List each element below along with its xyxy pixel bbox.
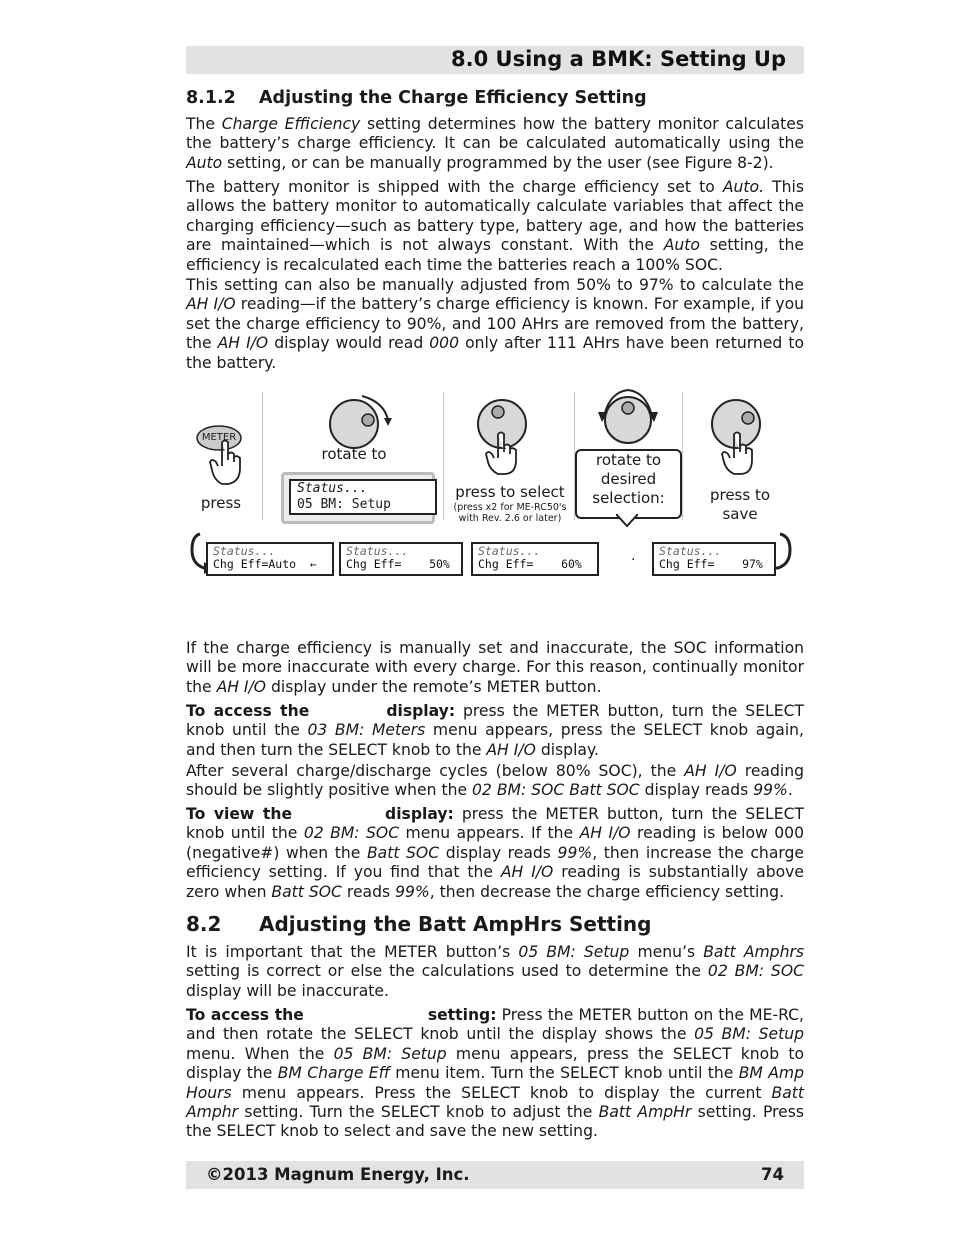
setup-screen (281, 472, 435, 524)
knob-rotate-both-icon (590, 388, 670, 450)
press-note-line-2: with Rev. 2.6 or later) (458, 513, 562, 524)
step-press-label: press (200, 494, 242, 512)
lcd-chg-eff-60: Status... Chg Eff= 60% (471, 542, 599, 576)
page-footer (186, 1161, 804, 1189)
knob-press-save-icon (708, 396, 770, 478)
section-heading-8-2 (186, 912, 651, 936)
section-title: Adjusting the Batt AmpHrs Setting (259, 912, 652, 936)
lcd-chg-eff-50: Status... Chg Eff= 50% (339, 542, 463, 576)
svg-text:·: · (631, 552, 636, 568)
step-press-save-label: press to save (709, 486, 771, 523)
divider (682, 392, 683, 520)
divider (262, 392, 263, 520)
page-header (186, 46, 804, 74)
step-press-select-label: press to select (455, 483, 565, 501)
copyright: ©2013 Magnum Energy, Inc. (206, 1165, 470, 1184)
paragraph-4: If the charge efficiency is manually set and inaccurate, the SOC information will be more inaccurate with every charge. For this reason, continually monitor the AH I/O display under the remote’s METER button. (186, 639, 804, 696)
page-number: 74 (761, 1165, 784, 1184)
paragraph-6: After several charge/discharge cycles (below 80% SOC), the AH I/O reading should be slightly positive when the 02 BM: SOC Batt SOC display reads 99%. (186, 762, 805, 800)
paragraph-2: The battery monitor is shipped with the charge efficiency set to Auto. This allows the battery monitor to automatically calculate variables that affect the charging efficiency—such as battery type, battery age, and how the batteries are maintained—which is not always constant. With the Auto setting, the efficiency is recalculated each time the batteries reach a 100% SOC. (186, 178, 805, 274)
lcd-chg-eff-auto: Status... Chg Eff=Auto ← (206, 542, 334, 576)
section-heading-8-1-2 (186, 88, 647, 108)
step-rotate-label: rotate to (321, 445, 387, 463)
paragraph-1: The Charge Efficiency setting determines how the battery monitor calculates the battery’s charge efficiency. It can be calculated automatically using the Auto setting, or can be manually programmed by the user (see Figure 8-2). (186, 115, 804, 172)
section-number: 8.2 (186, 912, 222, 936)
divider (443, 392, 444, 520)
paragraph-8: It is important that the METER button’s 05 BM: Setup menu’s Batt Amphrs setting is correct or else the calculations used to determine the 02 BM: SOC display will be inaccurate. (186, 943, 804, 1000)
paragraph-3: This setting can also be manually adjusted from 50% to 97% to calculate the AH I/O reading—if the battery’s charge efficiency is known. For example, if you set the charge efficiency to 90%, and 100 AHrs are removed from the battery, the AH I/O display would read 000 only after 111 AHrs have been returned to the battery. (186, 276, 804, 372)
screen-line-2: 05 BM: Setup (297, 497, 391, 512)
figure-charge-efficiency-steps (186, 388, 806, 588)
lcd-chg-eff-97: Status... Chg Eff= 97% (652, 542, 776, 576)
paragraph-9: To access the setting: Press the METER button on the ME-RC, and then rotate the SELECT knob until the display shows the 05 BM: Setup menu. When the 05 BM: Setup menu appears, press the SELECT knob to display the BM Charge Eff menu item. Turn the SELECT knob until the BM Amp Hours menu appears. Press the SELECT knob to display the current Batt Amphr setting. Turn the SELECT knob to adjust the Batt AmpHr setting. Press the SELECT knob to select and save the new setting. (186, 1006, 805, 1141)
section-title: Adjusting the Charge Efficiency Setting (259, 88, 647, 108)
paragraph-7: To view the display: press the METER button, turn the SELECT knob until the 02 BM: SOC menu appears. If the AH I/O reading is below 000 (negative#) when the Batt SOC display reads 99%, then increase the charge efficiency setting. If you find that the AH I/O reading is substantially above zero when Batt SOC reads 99%, then decrease the charge efficiency setting. (186, 805, 805, 901)
section-number: 8.1.2 (186, 88, 236, 108)
meter-label: METER (201, 432, 237, 443)
screen-line-1: Status... (297, 481, 368, 496)
knob-press-icon (474, 394, 536, 476)
paragraph-5: To access the display: press the METER button, turn the SELECT knob until the 03 BM: Meters menu appears, press the SELECT knob again, and then turn the SELECT knob to the AH I/O display. (186, 702, 804, 759)
header-title: 8.0 Using a BMK: Setting Up (451, 47, 786, 71)
rotate-desired-callout: rotate to desired selection: (575, 449, 682, 519)
press-note-line-1: (press x2 for ME-RC50's (453, 502, 567, 513)
